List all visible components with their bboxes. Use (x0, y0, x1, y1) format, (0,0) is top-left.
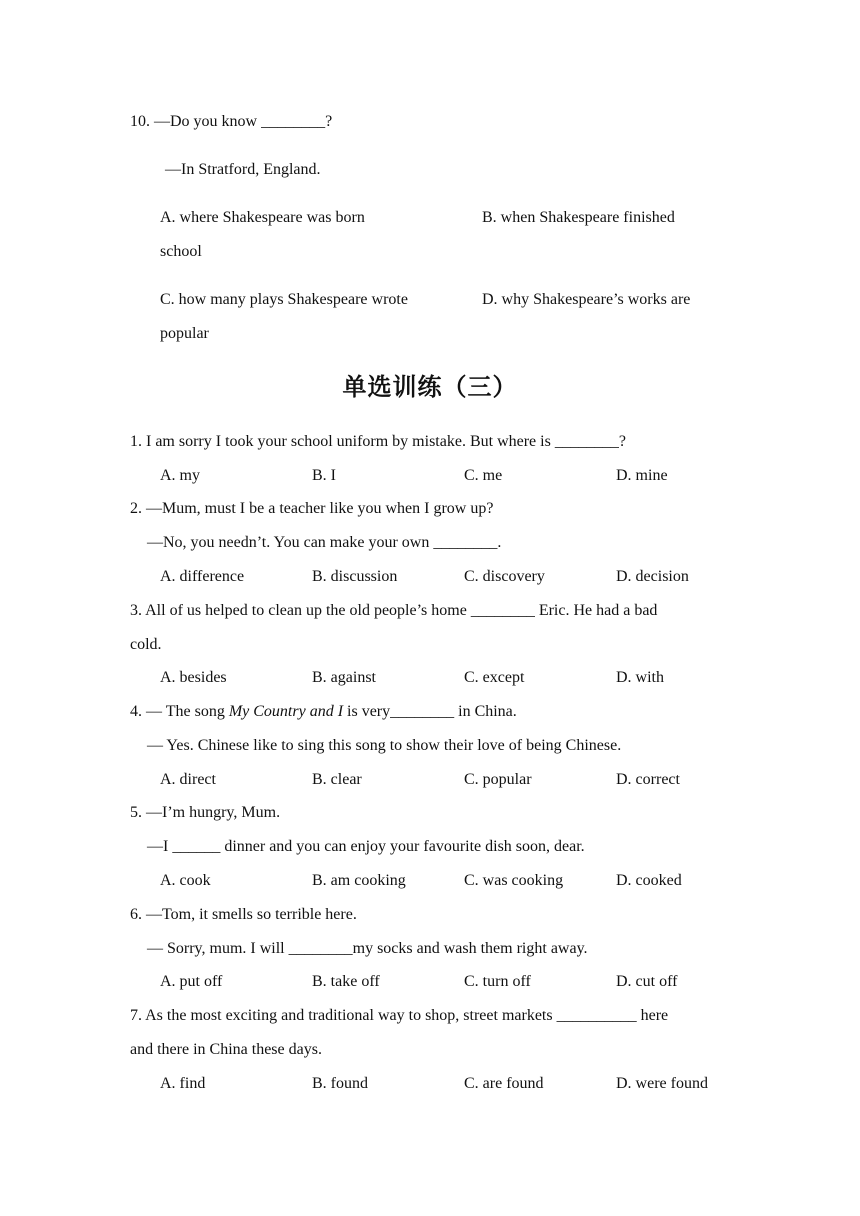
section-title: 单选训练（三） (342, 373, 518, 401)
question-3-option-c: C. except (464, 669, 525, 686)
question-4-option-c: C. popular (464, 771, 532, 788)
song-title: My Country and I (228, 703, 344, 720)
question-4-option-d: D. correct (616, 771, 680, 788)
question-7-option-c: C. are found (464, 1075, 544, 1092)
question-5-option-a: A. cook (160, 872, 211, 889)
question-1-option-b: B. I (312, 467, 336, 484)
question-10-answer: —In Stratford, England. (165, 161, 321, 178)
question-7-option-b: B. found (312, 1075, 368, 1092)
question-3-option-d: D. with (616, 669, 664, 686)
question-6-option-d: D. cut off (616, 973, 678, 990)
question-4-stem-pre: 4. — The song (130, 703, 229, 720)
question-6-option-a: A. put off (160, 973, 223, 990)
question-10-stem: 10. —Do you know ________? (130, 113, 333, 130)
question-4-option-b: B. clear (312, 771, 362, 788)
question-7-option-a: A. find (160, 1075, 206, 1092)
question-3-stem: 3. All of us helped to clean up the old people’s home ________ Eric. He had a bad (130, 602, 658, 619)
question-6-stem: 6. —Tom, it smells so terrible here. (130, 906, 357, 923)
question-5-option-d: D. cooked (616, 872, 682, 889)
question-6-reply: — Sorry, mum. I will ________my socks and wash them right away. (147, 940, 588, 957)
question-7-stem: 7. As the most exciting and traditional way to shop, street markets __________ here (130, 1007, 669, 1024)
question-4-option-a: A. direct (160, 771, 216, 788)
question-2-stem: 2. —Mum, must I be a teacher like you when I grow up? (130, 500, 494, 517)
question-7-option-d: D. were found (616, 1075, 708, 1092)
question-2-option-b: B. discussion (312, 568, 398, 585)
question-5-option-c: C. was cooking (464, 872, 564, 889)
question-1-option-a: A. my (160, 467, 200, 484)
question-2-reply: —No, you needn’t. You can make your own ________. (147, 534, 502, 551)
question-5-reply: —I ______ dinner and you can enjoy your favourite dish soon, dear. (147, 838, 585, 855)
question-10-option-b-wrap: school (160, 243, 202, 260)
question-6-option-b: B. take off (312, 973, 380, 990)
question-10-option-c: C. how many plays Shakespeare wrote (160, 291, 408, 308)
question-10-option-b: B. when Shakespeare finished (482, 209, 675, 226)
question-1-option-d: D. mine (616, 467, 668, 484)
question-4-reply: — Yes. Chinese like to sing this song to show their love of being Chinese. (147, 737, 622, 754)
question-4-stem-post: is very________ in China. (343, 703, 517, 720)
question-1-option-c: C. me (464, 467, 503, 484)
question-3-option-b: B. against (312, 669, 376, 686)
question-10-option-d: D. why Shakespeare’s works are (482, 291, 691, 308)
question-2-option-a: A. difference (160, 568, 245, 585)
question-7-stem-wrap: and there in China these days. (130, 1041, 322, 1058)
question-10-option-a: A. where Shakespeare was born (160, 209, 365, 226)
question-3-option-a: A. besides (160, 669, 227, 686)
question-2-option-d: D. decision (616, 568, 689, 585)
question-5-stem: 5. —I’m hungry, Mum. (130, 804, 281, 821)
question-4-stem (130, 702, 517, 722)
question-1-stem: 1. I am sorry I took your school uniform by mistake. But where is ________? (130, 433, 626, 450)
question-5-option-b: B. am cooking (312, 872, 406, 889)
question-10-option-d-wrap: popular (160, 325, 209, 342)
question-6-option-c: C. turn off (464, 973, 531, 990)
question-3-stem-wrap: cold. (130, 636, 162, 653)
question-2-option-c: C. discovery (464, 568, 545, 585)
